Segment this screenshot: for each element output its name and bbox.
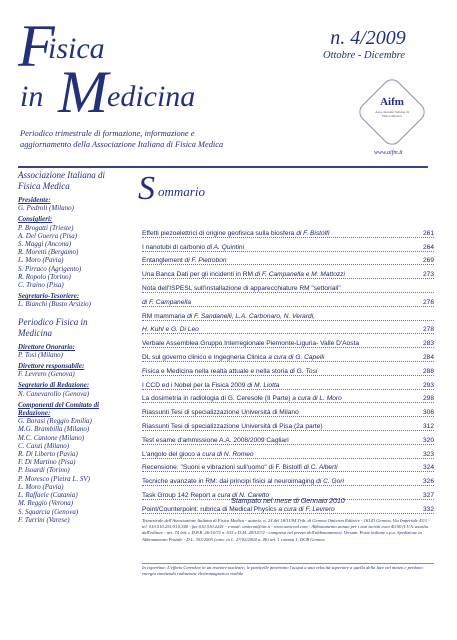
president-role: Presidente: (18, 196, 51, 204)
resp-name: F. Levrero (Genova) (18, 370, 75, 379)
director-name: P. Tosi (Milano) (18, 350, 63, 359)
toc-page: 332 (422, 505, 434, 513)
toc-entry-text (142, 230, 412, 237)
website-url[interactable]: www.aifm.it (374, 150, 403, 156)
toc-author: a cura di G. Capelli (268, 353, 325, 361)
toc-page: 288 (422, 367, 434, 375)
footer-divider (142, 563, 434, 564)
committee-role: Componenti del Comitato di Redazione: (18, 400, 100, 418)
toc-entry-text (142, 423, 412, 430)
toc-page: 273 (422, 271, 434, 279)
periodical-description: Periodico trimestrale di formazione, informazione e aggiornamento della Associazione Italiana di Fisica Medica (20, 129, 224, 149)
legal-notice: Trimestrale dell'Associazione Italiana di Fisica Medica - autoriz. n. 24 del 18/11/94 Trib. di Genova Omicron Editrice - 16143 Genova, Via Imperiale 43/1 - tel. 010.510.251/510.340 - fax 010.510.2241 - e-mail: omicron@tin.it - www.omicred.com - Abbonamento annuo per i non iscritti euro 40.00 (I.V.A. assolta dall'editore - art. 74 lett. c D.P.R. 26/10/72 n. 633 e D.M. 28/12/72 - compresa nel prezzo dell'abbonamento). Versam. Poste italiane s.p.a. Spedizione in Abbonamento Postale - D.L. 353/2003 (conv. in L. 27/02/2004 n. 46) art. 1 comma 1, DCB Genova (142, 518, 430, 542)
council-role: Consiglieri: (18, 215, 53, 224)
toc-author: di C. Gori (316, 478, 344, 486)
toc-row[interactable] (142, 279, 434, 293)
committee-5: F. Di Martino (Pisa) (18, 458, 76, 467)
council-7: C. Traino (Pisa) (18, 281, 64, 290)
president-name: G. Pedroli (Milano) (18, 204, 74, 213)
toc-author: di F. Pietrobon (184, 257, 227, 265)
committee-1: M.G. Brambilla (Milano) (18, 425, 90, 434)
toc-entry-text (142, 506, 412, 513)
committee-2: M.C. Cantone (Milano) (18, 433, 85, 442)
masthead (18, 13, 248, 136)
toc-title: Verbale Assemblea Gruppo Interregionale Piemonte-Liguria- Valle D'Aosta (142, 340, 360, 348)
toc-page: 293 (422, 381, 434, 389)
toc-author: H. Kuhl e G. Di Leo (142, 326, 199, 334)
toc-page: 306 (422, 409, 434, 417)
toc-entry-text (142, 326, 412, 333)
committee-9: L. Raffaele (Catania) (18, 491, 78, 500)
committee-8: L. Moro (Pavia) (18, 482, 64, 491)
toc-row[interactable] (142, 431, 434, 445)
council-2: S. Maggi (Ancona) (18, 240, 72, 249)
periodical-title: Periodico Fisica in Medicina (18, 316, 88, 338)
toc-author: a cura di F. Levrero (278, 505, 335, 513)
secretary-name: L. Bianchi (Busto Arsizio) (18, 300, 91, 309)
toc-entry-text (142, 285, 412, 292)
toc-entry-text (142, 368, 412, 375)
sidebar-credits (18, 170, 118, 610)
council-1: A. Del Guerra (Pisa) (18, 231, 78, 240)
toc-entry-text (142, 451, 412, 458)
toc-page: 326 (422, 478, 434, 486)
toc-row[interactable] (142, 445, 434, 459)
toc-row[interactable] (142, 293, 434, 307)
toc-title: DL sul governo clinico e Ingegneria Clinica (142, 353, 267, 361)
toc-page: 327 (422, 491, 434, 499)
toc-page: 320 (422, 436, 434, 444)
toc-title: Task Group 142 Report (142, 491, 211, 499)
editsec-name: N. Canevarollo (Genova) (18, 389, 90, 398)
toc-title: Entanglement (142, 257, 183, 265)
toc-row[interactable] (142, 417, 434, 431)
committee-6: P. Isoardi (Torino) (18, 466, 70, 475)
printed-note: Stampato nel mese di Gennaio 2010 (231, 498, 345, 505)
toc-author: di C. Alberti (303, 464, 338, 472)
toc-row[interactable] (142, 238, 434, 252)
toc-title: I nanotubi di carbonio (142, 243, 206, 251)
toc-entry-text (142, 340, 412, 347)
toc-entry-text (142, 409, 412, 416)
toc-entry-text (142, 244, 412, 251)
toc-row[interactable] (142, 348, 434, 362)
toc-title: Effetti piezoelettrici di origine geofisica sulla biosfera (142, 229, 295, 237)
masthead-in: in (20, 80, 44, 113)
committee-11: S. Squarcia (Genova) (18, 507, 79, 516)
director-role: Direttore Onorario: (18, 342, 75, 351)
toc-entry-text (142, 478, 412, 485)
toc-row[interactable] (142, 459, 434, 473)
editsec-role: Segretario di Redazione: (18, 381, 90, 390)
toc-entry-text (142, 382, 412, 389)
toc-row[interactable] (142, 472, 434, 486)
toc-title: Riassunti Tesi di specializzazione Università di Milano (142, 409, 299, 417)
council-6: R. Ropolo (Torino) (18, 272, 71, 281)
toc-page: 312 (422, 422, 434, 430)
toc-page: 284 (422, 353, 434, 361)
council-5: S. Pirraco (Agrigento) (18, 264, 82, 273)
toc-row[interactable] (142, 376, 434, 390)
toc-row[interactable] (142, 362, 434, 376)
toc-entry-text (142, 395, 412, 402)
toc-row[interactable] (142, 321, 434, 335)
toc-author: di A. Quintini (206, 243, 245, 251)
toc-author: di G. Tosi (289, 367, 318, 375)
issue-season: Ottobre - Dicembre (322, 50, 406, 61)
toc-row[interactable] (142, 265, 434, 279)
secretary-role: Segretario-Tesoriere: (18, 292, 80, 301)
masthead-letter-f: F (18, 13, 55, 79)
aifm-logo-subtext: Associazione Italiana di Fisica Medica (375, 110, 409, 118)
toc-title: La dosimetria in radiologia di G. Ceresole (II Parte) (142, 395, 291, 403)
toc-page: 324 (422, 464, 434, 472)
toc-title: Nota dell'ISPESL sull'installazione di apparecchiature RM "settoriali" (142, 284, 341, 292)
summary-title-rest: ommario (158, 184, 205, 199)
toc-author: a cura di N. Romeo (196, 450, 254, 458)
council-3: R. Moretti (Bergamo) (18, 248, 79, 257)
committee-12: F. Turrini (Varese) (18, 515, 70, 524)
toc-page: 323 (422, 450, 434, 458)
toc-author: di F. Sandanelli, L.A. Carbonaro, N. Verardi, (187, 312, 315, 320)
committee-3: C. Canzi (Milano) (18, 441, 70, 450)
toc-title: Riassunti Tesi di specializzazione Università di Pisa (2a parte) (142, 422, 323, 430)
toc-row[interactable] (142, 403, 434, 417)
toc-entry-text (142, 464, 412, 471)
cover-caption: In copertina: L'effetto Cerenkov in un reattore nucleare; le particelle penetrano l'acqua a una velocità superiore a quella della luce nel mezzo e perdono energia emettendo radiazione elettromagnetica visibile (142, 565, 423, 576)
toc-page: 276 (422, 298, 434, 306)
toc-row[interactable] (142, 390, 434, 404)
toc-page: 261 (422, 229, 434, 237)
toc-author: a cura di N. Caretto (212, 491, 270, 499)
toc-title: Fisica e Medicina nella realtà attuale e nella storia (142, 367, 288, 375)
toc-title: RM mammaria (142, 312, 186, 320)
toc-entry-text (142, 437, 412, 444)
toc-page: 264 (422, 243, 434, 251)
committee-10: M. Reggio (Verona) (18, 499, 74, 508)
masthead-edicina: edicina (107, 80, 196, 113)
toc-entry-text (142, 257, 412, 264)
header-divider (18, 166, 428, 168)
toc-title: Recensione: "Suoni e vibrazioni sull'uomo" di F. Bistolfi (142, 464, 302, 472)
toc-title: I CCD ed i Nobel per la Fisica 2009 (142, 381, 246, 389)
issue-number: n. 4/2009 (330, 27, 406, 49)
toc-page: 278 (422, 326, 434, 334)
toc-author: a cura di L. Moro (292, 395, 342, 403)
toc-page: 283 (422, 340, 434, 348)
toc-title: L'angolo del gioco (142, 450, 195, 458)
toc-page: 269 (422, 257, 434, 265)
toc-author: di F. Campanella e M. Mattozzi (254, 271, 345, 279)
toc-entry-text (142, 313, 412, 320)
masthead-letter-m: M (58, 59, 108, 125)
council-4: L. Moro (Pavia) (18, 256, 64, 265)
committee-0: G. Borasi (Reggio Emilia) (18, 417, 92, 426)
toc-title: Test esame d'ammissione A.A. 2008/2009 Cagliari (142, 436, 289, 444)
committee-4: R. Di Liberto (Pavia) (18, 450, 78, 459)
resp-role: Direttore responsabile: (18, 362, 85, 371)
toc-row[interactable] (142, 307, 434, 321)
toc-row[interactable] (142, 224, 434, 238)
toc-entry-text (142, 354, 412, 361)
masthead-isica: isica (48, 32, 105, 65)
toc-author: di F. Campanella (142, 298, 191, 306)
assoc-title: Associazione Italiana di Fisica Medica (18, 170, 105, 191)
toc-page: 298 (422, 395, 434, 403)
council-0: P. Brogatti (Trieste) (18, 223, 74, 232)
toc-title: Point/Counterpoint: rubrica di Medical Physics (142, 505, 277, 513)
committee-7: P. Moresco (Pietra L. SV) (18, 474, 90, 483)
toc-title: Tecniche avanzate in RM: dai principi fisici al neuroimaging (142, 478, 315, 486)
toc-row[interactable] (142, 334, 434, 348)
summary-title-initial: S (138, 170, 155, 207)
aifm-logo-text: Aifm (380, 96, 404, 108)
toc-author: di F. Bistolfi (296, 229, 330, 237)
table-of-contents (142, 224, 434, 514)
toc-author: di M. Liotta (247, 381, 280, 389)
toc-title: Una Banca Dati per gli incidenti in RM (142, 271, 254, 279)
toc-entry-text (142, 299, 412, 306)
toc-entry-text (142, 271, 412, 278)
toc-row[interactable] (142, 252, 434, 266)
